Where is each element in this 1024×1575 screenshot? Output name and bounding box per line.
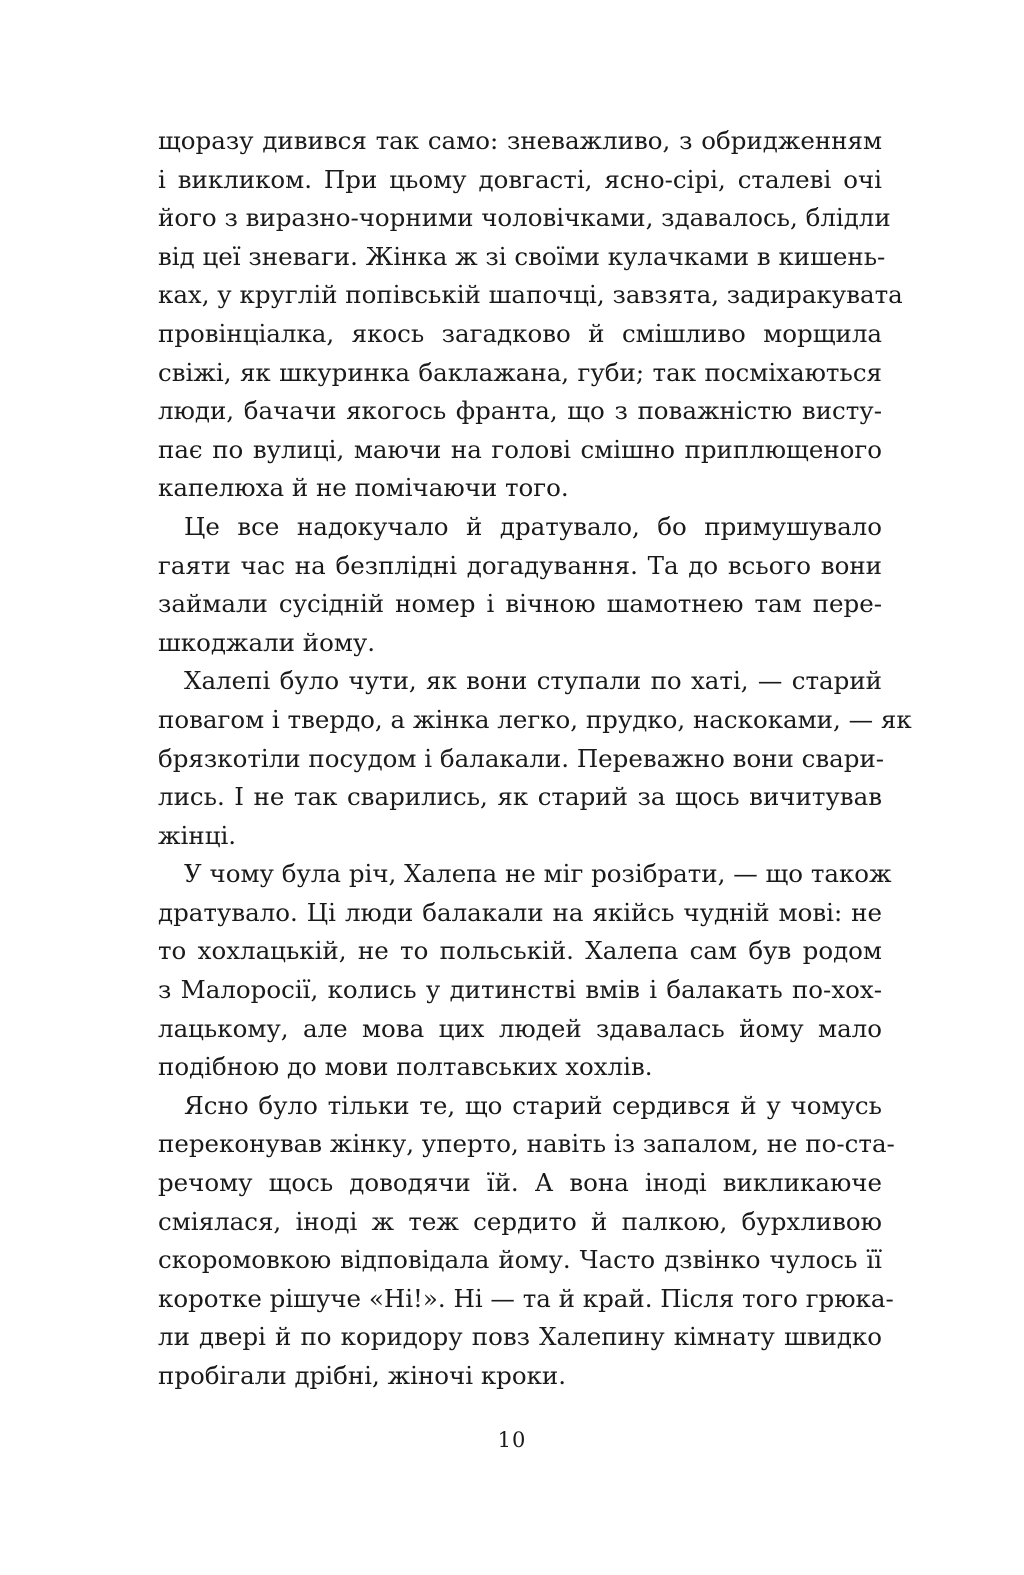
text-line: від цеї зневаги. Жінка ж зі своїми кулачками в кишень-: [158, 241, 886, 271]
text-line: гаяти час на безплідні догадування. Та до всього вони: [158, 550, 882, 580]
text-line: повагом і твердо, а жінка легко, прудко, наскоками, — як: [158, 704, 912, 734]
text-line: пробігали дрібні, жіночі кроки.: [158, 1361, 567, 1390]
text-line: жінці.: [158, 820, 237, 850]
text-line: Ясно було тільки те, що старий сердився й у чомусь: [184, 1090, 882, 1120]
text-line: лацькому, але мова цих людей здавалась йому мало: [158, 1013, 882, 1043]
text-line: то хохлацькій, не то польській. Халепа сам був родом: [158, 936, 882, 966]
text-line: люди, бачачи якогось франта, що з поважністю висту-: [158, 396, 882, 426]
text-line: подібною до мови полтавських хохлів.: [158, 1052, 653, 1082]
text-line: коротке рішуче «Ні!». Ні — та й край. Після того грюка-: [158, 1283, 894, 1313]
paragraph: [158, 662, 912, 855]
text-line: ках, у круглій попівській шапочці, завзята, задиракувата: [158, 280, 903, 310]
text-line: ли двері й по коридору повз Халепину кімнату швидко: [158, 1322, 882, 1352]
text-line: свіжі, як шкуринка баклажана, губи; так посміхаються: [158, 357, 882, 387]
text-line: пає по вулиці, маючи на голові смішно приплющеного: [158, 434, 882, 464]
text-line: дратувало. Ці люди балакали на якійсь чудній мові: не: [158, 897, 882, 927]
text-line: переконував жінку, уперто, навіть із запалом, не по-ста-: [158, 1129, 895, 1159]
text-line: У чому була річ, Халепа не міг розібрати, — що також: [184, 859, 892, 889]
text-line: капелюха й не помічаючи того.: [158, 473, 569, 503]
text-line: і викликом. При цьому довгасті, ясно-сірі, сталеві очі: [158, 164, 882, 194]
text-line: займали сусідній номер і вічною шамотнею там пере-: [158, 589, 882, 619]
body-text: [158, 122, 912, 1396]
text-line: брязкотіли посудом і балакали. Переважно вони свари-: [158, 743, 885, 773]
text-line: шкоджали йому.: [158, 627, 376, 657]
text-line: його з виразно-чорними чоловічками, здавалось, блідли: [158, 203, 891, 233]
text-line: Це все надокучало й дратувало, бо примушувало: [184, 511, 882, 541]
paragraph: [158, 1087, 895, 1396]
paragraph: [158, 855, 892, 1087]
paragraph: [158, 508, 882, 662]
paragraph: [158, 122, 903, 508]
text-line: щоразу дивився так само: зневажливо, з обридженням: [158, 126, 882, 155]
text-line: з Малоросії, колись у дитинстві вмів і балакать по-хох-: [158, 975, 882, 1005]
text-line: провінціалка, якось загадково й смішливо морщила: [158, 318, 882, 348]
page-number: 10: [497, 1428, 527, 1452]
text-line: сміялася, іноді ж теж сердито й палкою, бурхливою: [158, 1206, 882, 1236]
text-line: Халепі було чути, як вони ступали по хаті, — старий: [184, 666, 882, 696]
text-line: речому щось доводячи їй. А вона іноді викликаюче: [158, 1168, 882, 1198]
text-line: лись. І не так сварились, як старий за щось вичитував: [158, 782, 882, 812]
text-line: скоромовкою відповідала йому. Часто дзвінко чулось її: [158, 1245, 882, 1275]
